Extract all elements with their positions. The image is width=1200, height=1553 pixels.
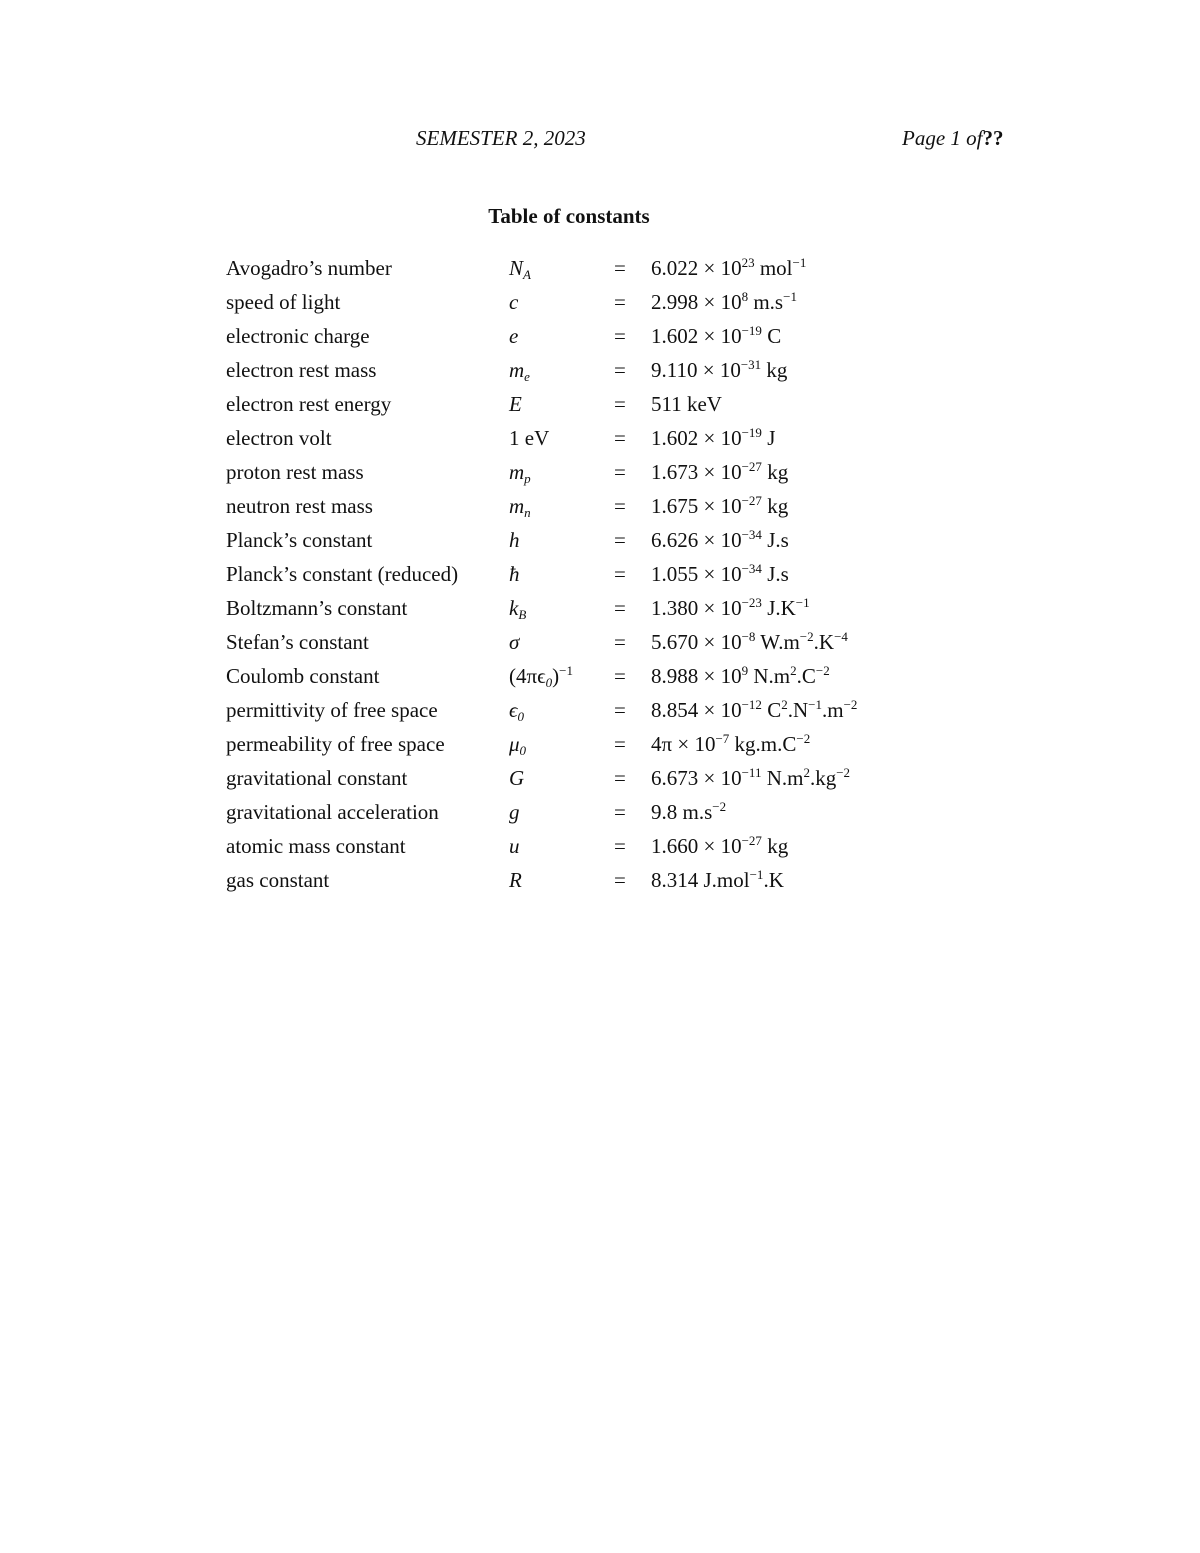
constant-value: [651, 693, 857, 727]
symbol-main: g: [509, 800, 520, 824]
constant-symbol: [509, 251, 531, 285]
value-text: 4π × 10: [651, 732, 716, 756]
constant-row: [226, 489, 986, 523]
equals-sign: =: [614, 766, 626, 790]
value-text: 1.602 × 10: [651, 426, 742, 450]
value-text: J.s: [761, 562, 789, 586]
value-text: 511 keV: [651, 392, 722, 416]
constant-value: [651, 421, 775, 455]
value-text: 9.110 × 10: [651, 358, 741, 382]
value-exponent: −1: [749, 867, 764, 882]
value-text: 1.673 × 10: [651, 460, 742, 484]
constant-name: electron rest mass: [226, 358, 377, 382]
constant-symbol: [509, 829, 520, 863]
symbol-subscript: n: [524, 505, 531, 520]
constant-value: [651, 625, 848, 659]
value-text: N.m: [761, 766, 804, 790]
value-text: kg: [761, 494, 789, 518]
value-exponent: −1: [783, 289, 797, 304]
value-exponent: −19: [741, 323, 762, 338]
constant-name: speed of light: [226, 290, 341, 314]
value-exponent: 9: [741, 663, 749, 678]
value-exponent: −2: [815, 663, 830, 678]
constants-table: [226, 251, 986, 897]
constant-row: [226, 761, 986, 795]
constant-symbol: [509, 591, 526, 625]
page-title: Table of constants: [488, 204, 650, 228]
equals-sign: =: [614, 256, 626, 280]
value-exponent: −1: [795, 595, 810, 610]
symbol-main: m: [509, 460, 525, 484]
value-text: 5.670 × 10: [651, 630, 742, 654]
constant-name: Stefan’s constant: [226, 630, 369, 654]
constant-name: permeability of free space: [226, 732, 445, 756]
symbol-main: σ: [509, 630, 520, 654]
value-text: N.m: [748, 664, 791, 688]
constant-symbol: [509, 523, 520, 557]
constant-name: Coulomb constant: [226, 664, 380, 688]
constant-row: [226, 829, 986, 863]
symbol-main: c: [509, 290, 519, 314]
constant-value: [651, 557, 789, 591]
value-exponent: −12: [741, 697, 762, 712]
constant-value: [651, 829, 788, 863]
equals-sign: =: [614, 324, 626, 348]
symbol-subscript: e: [524, 369, 530, 384]
constant-name: neutron rest mass: [226, 494, 373, 518]
constant-value: [651, 523, 789, 557]
symbol-subscript: A: [523, 267, 531, 282]
symbol-main: E: [509, 392, 522, 416]
symbol-main: m: [509, 494, 525, 518]
constant-value: [651, 387, 722, 421]
value-text: J.K: [761, 596, 796, 620]
page-total: ??: [982, 126, 1004, 150]
value-text: 1.660 × 10: [651, 834, 742, 858]
value-exponent: −2: [796, 731, 811, 746]
symbol-main: e: [509, 324, 519, 348]
constant-value: [651, 285, 797, 319]
constant-value: [651, 455, 788, 489]
constant-symbol: [509, 319, 518, 353]
value-text: .C: [796, 664, 816, 688]
value-text: 6.022 × 10: [651, 256, 742, 280]
constant-symbol: [509, 795, 520, 829]
symbol-main: u: [509, 834, 520, 858]
value-exponent: −34: [741, 527, 762, 542]
value-exponent: 2: [790, 663, 797, 678]
constant-row: [226, 693, 986, 727]
value-exponent: −34: [741, 561, 762, 576]
constant-value: [651, 761, 850, 795]
symbol-main: μ: [509, 732, 520, 756]
constant-name: atomic mass constant: [226, 834, 406, 858]
constant-name: Planck’s constant (reduced): [226, 562, 459, 586]
constant-row: [226, 557, 986, 591]
value-text: .K: [763, 868, 784, 892]
equals-sign: =: [614, 596, 626, 620]
value-text: J: [761, 426, 776, 450]
constant-name: Boltzmann’s constant: [226, 596, 408, 620]
value-exponent: −19: [741, 425, 762, 440]
value-text: 9.8 m.s: [651, 800, 713, 824]
symbol-subscript: 0: [545, 675, 553, 690]
constant-row: [226, 523, 986, 557]
constant-symbol: [509, 761, 524, 795]
value-text: .K: [813, 630, 835, 654]
constant-name: permittivity of free space: [226, 698, 438, 722]
value-text: kg: [761, 460, 789, 484]
value-exponent: −8: [741, 629, 756, 644]
constant-value: [651, 727, 810, 761]
value-text: 8.854 × 10: [651, 698, 742, 722]
value-exponent: −27: [741, 493, 762, 508]
constant-row: [226, 591, 986, 625]
value-exponent: −7: [715, 731, 730, 746]
constant-row: [226, 659, 986, 693]
equals-sign: =: [614, 494, 626, 518]
value-text: kg: [761, 358, 788, 382]
symbol-main: R: [509, 868, 522, 892]
symbol-main: ϵ: [509, 698, 518, 722]
constant-row: [226, 387, 986, 421]
constant-value: [651, 659, 830, 693]
value-exponent: −27: [741, 833, 762, 848]
constant-name: electron rest energy: [226, 392, 392, 416]
value-text: 1.380 × 10: [651, 596, 742, 620]
value-text: 1.055 × 10: [651, 562, 742, 586]
value-text: .m: [821, 698, 844, 722]
symbol-subscript: B: [518, 607, 527, 622]
constant-row: [226, 319, 986, 353]
symbol-main: (4πϵ: [509, 664, 546, 688]
value-text: C: [761, 324, 782, 348]
value-text: kg.m.C: [729, 732, 797, 756]
symbol-main: m: [509, 358, 525, 382]
constant-symbol: [509, 489, 531, 523]
equals-sign: =: [614, 664, 626, 688]
symbol-main: N: [509, 256, 524, 280]
equals-sign: =: [614, 358, 626, 382]
constant-name: proton rest mass: [226, 460, 364, 484]
symbol-subscript: 0: [517, 709, 524, 724]
value-text: 6.673 × 10: [651, 766, 742, 790]
value-text: 2.998 × 10: [651, 290, 742, 314]
constant-value: [651, 795, 726, 829]
symbol-subscript: p: [524, 471, 531, 486]
header-semester: SEMESTER 2, 2023: [416, 126, 586, 150]
symbol-main: G: [509, 766, 525, 790]
value-text: mol: [754, 256, 793, 280]
value-exponent: −1: [792, 255, 807, 270]
value-text: .N: [787, 698, 809, 722]
value-text: J.s: [761, 528, 789, 552]
equals-sign: =: [614, 732, 626, 756]
constant-name: Planck’s constant: [226, 528, 373, 552]
constant-symbol: [509, 693, 524, 727]
equals-sign: =: [614, 290, 626, 314]
value-text: 1.675 × 10: [651, 494, 742, 518]
symbol-main: ħ: [509, 562, 520, 586]
constant-row: [226, 421, 986, 455]
value-exponent: −1: [808, 697, 822, 712]
constant-value: [651, 591, 810, 625]
equals-sign: =: [614, 698, 626, 722]
equals-sign: =: [614, 528, 626, 552]
value-exponent: −27: [741, 459, 762, 474]
symbol-tail: ): [552, 664, 560, 688]
page-label: Page 1 of: [902, 126, 983, 150]
symbol-main: 1 eV: [509, 426, 550, 450]
constant-symbol: [509, 455, 531, 489]
equals-sign: =: [614, 562, 626, 586]
equals-sign: =: [614, 460, 626, 484]
constant-symbol: [509, 387, 522, 421]
symbol-superscript: −1: [559, 663, 573, 678]
value-text: 6.626 × 10: [651, 528, 742, 552]
value-exponent: −4: [834, 629, 848, 644]
value-exponent: 2: [781, 697, 788, 712]
equals-sign: =: [614, 392, 626, 416]
value-text: C: [761, 698, 782, 722]
value-exponent: −2: [843, 697, 858, 712]
equals-sign: =: [614, 868, 626, 892]
constant-row: [226, 353, 986, 387]
value-exponent: −2: [799, 629, 814, 644]
value-text: m.s: [748, 290, 784, 314]
constant-row: [226, 455, 986, 489]
symbol-main: k: [509, 596, 519, 620]
equals-sign: =: [614, 834, 626, 858]
constant-symbol: [509, 353, 530, 387]
value-exponent: −11: [741, 765, 762, 780]
equals-sign: =: [614, 630, 626, 654]
constant-value: [651, 489, 788, 523]
constant-name: electronic charge: [226, 324, 370, 348]
constant-name: electron volt: [226, 426, 332, 450]
value-exponent: −23: [741, 595, 762, 610]
header-page-number: [902, 126, 1003, 151]
constant-symbol: [509, 727, 526, 761]
equals-sign: =: [614, 800, 626, 824]
value-exponent: 2: [803, 765, 810, 780]
symbol-subscript: 0: [519, 743, 527, 758]
constant-name: gas constant: [226, 868, 330, 892]
constant-symbol: [509, 659, 573, 693]
value-text: W.m: [755, 630, 800, 654]
value-exponent: 23: [741, 255, 755, 270]
constant-symbol: [509, 421, 549, 455]
value-exponent: −31: [740, 357, 762, 372]
value-text: 8.314 J.mol: [651, 868, 750, 892]
equals-sign: =: [614, 426, 626, 450]
constant-value: [651, 319, 781, 353]
constant-symbol: [509, 285, 518, 319]
constant-value: [651, 863, 784, 897]
constant-name: gravitational acceleration: [226, 800, 439, 824]
constant-row: [226, 285, 986, 319]
value-exponent: 8: [741, 289, 749, 304]
constant-row: [226, 863, 986, 897]
constant-value: [651, 353, 787, 387]
constant-symbol: [509, 863, 522, 897]
value-text: 1.602 × 10: [651, 324, 742, 348]
constant-name: Avogadro’s number: [226, 256, 392, 280]
constant-value: [651, 251, 806, 285]
value-text: kg: [761, 834, 789, 858]
constant-row: [226, 625, 986, 659]
value-text: .kg: [809, 766, 837, 790]
constant-row: [226, 795, 986, 829]
value-exponent: −2: [712, 799, 727, 814]
constant-symbol: [509, 557, 520, 591]
constant-name: gravitational constant: [226, 766, 408, 790]
value-text: 8.988 × 10: [651, 664, 742, 688]
constant-row: [226, 727, 986, 761]
symbol-main: h: [509, 528, 520, 552]
constant-row: [226, 251, 986, 285]
value-exponent: −2: [836, 765, 851, 780]
constant-symbol: [509, 625, 519, 659]
